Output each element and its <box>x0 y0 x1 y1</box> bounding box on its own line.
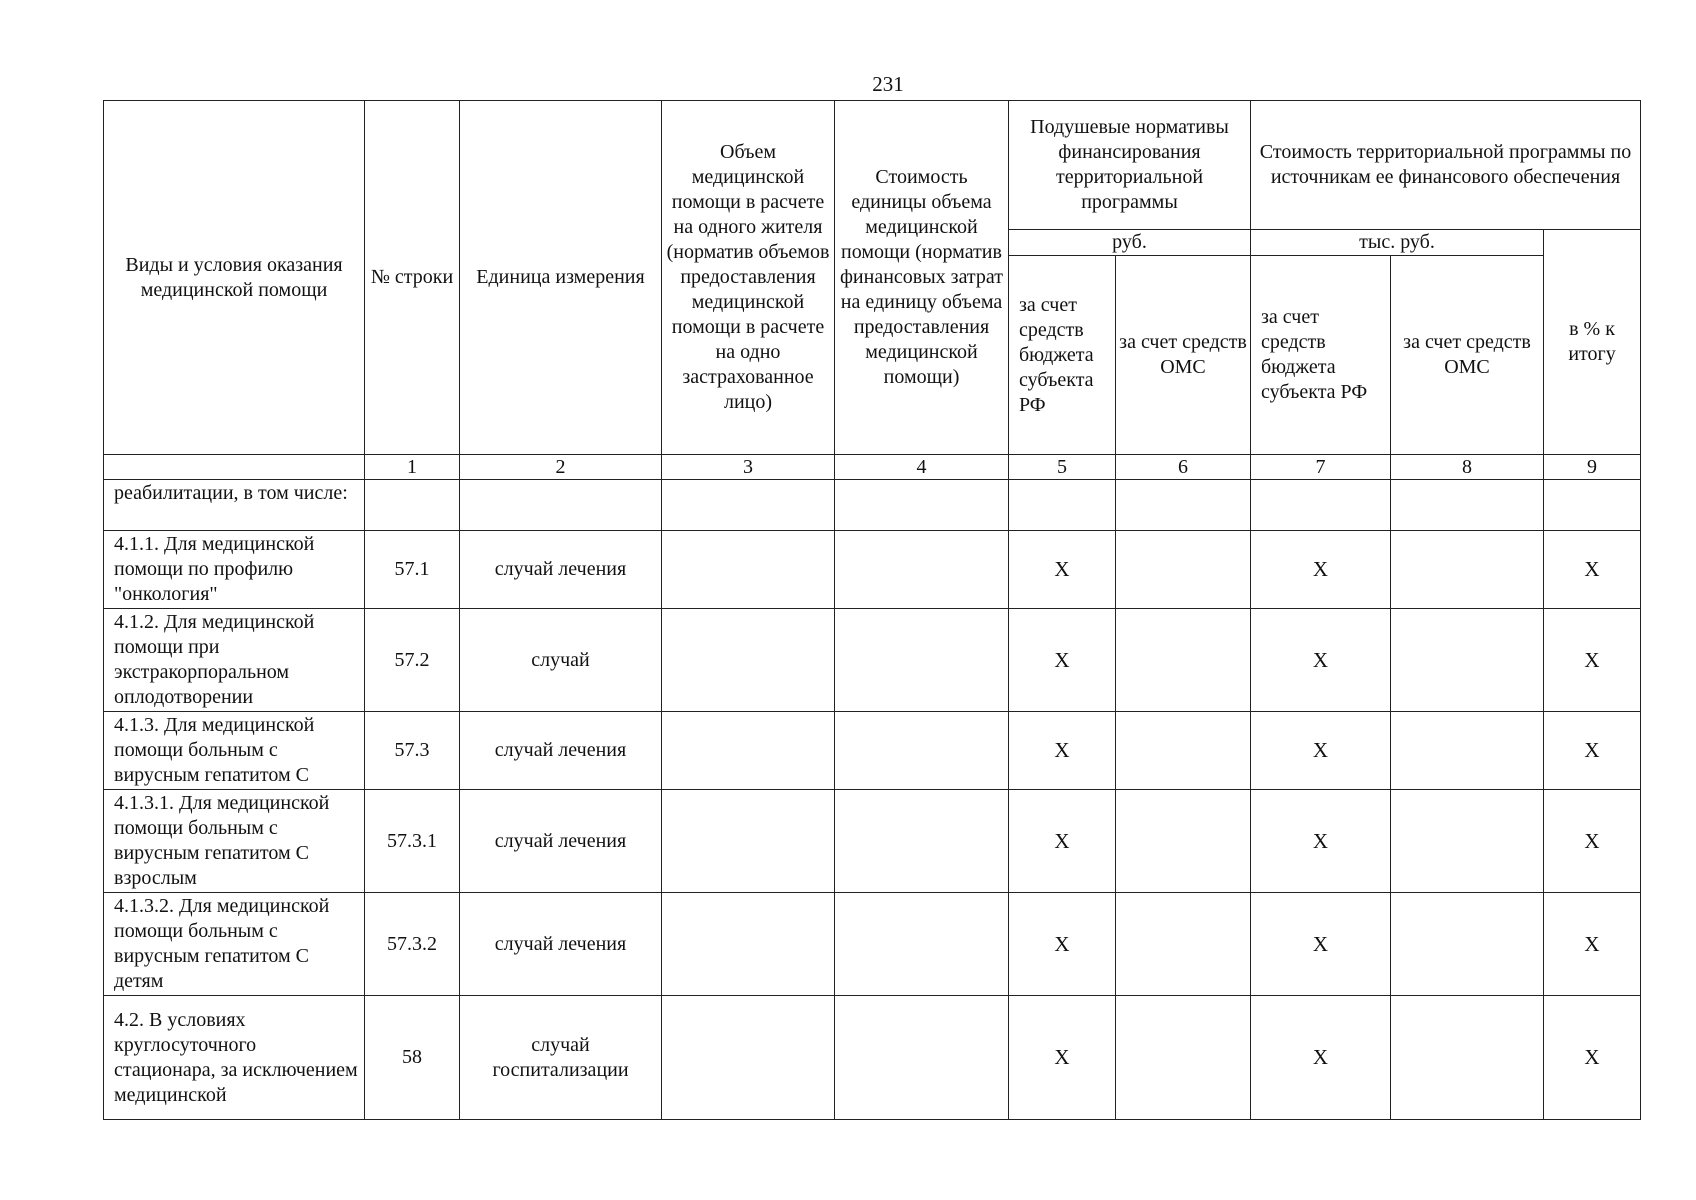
row-col9: X <box>1544 531 1641 609</box>
header-row-1 <box>104 101 1641 230</box>
row-code: 57.2 <box>365 609 460 712</box>
row-col9: X <box>1544 609 1641 712</box>
row-unit-cost <box>835 996 1009 1120</box>
table-row <box>104 531 1641 609</box>
column-number: 8 <box>1391 455 1544 480</box>
header-col9: в % к итогу <box>1544 230 1641 455</box>
row-volume <box>662 480 835 531</box>
row-col6 <box>1116 893 1251 996</box>
row-unit: случай лечения <box>460 531 662 609</box>
row-unit-cost <box>835 893 1009 996</box>
header-col5: за счет средств бюджета субъекта РФ <box>1009 256 1116 455</box>
row-col5: X <box>1009 609 1116 712</box>
row-col5: X <box>1009 996 1116 1120</box>
row-col8 <box>1391 480 1544 531</box>
row-unit: случай <box>460 609 662 712</box>
row-col7 <box>1251 480 1391 531</box>
row-label: 4.2. В условиях круглосуточного стационара, за исключением медицинской <box>104 996 365 1120</box>
column-number: 7 <box>1251 455 1391 480</box>
table-row <box>104 480 1641 531</box>
row-volume <box>662 893 835 996</box>
row-col5 <box>1009 480 1116 531</box>
row-col9: X <box>1544 790 1641 893</box>
row-col8 <box>1391 609 1544 712</box>
row-label: 4.1.3.1. Для медицинской помощи больным с вирусным гепатитом С взрослым <box>104 790 365 893</box>
row-col8 <box>1391 790 1544 893</box>
header-volume: Объем медицинской помощи в расчете на одного жителя (норматив объемов предоставления медицинской помощи в расчете на одно застрахованное лицо) <box>662 101 835 455</box>
table-row <box>104 893 1641 996</box>
row-volume <box>662 531 835 609</box>
table-row <box>104 996 1641 1120</box>
column-number: 2 <box>460 455 662 480</box>
row-unit-cost <box>835 609 1009 712</box>
row-col6 <box>1116 609 1251 712</box>
column-number: 3 <box>662 455 835 480</box>
header-col7: за счет средств бюджета субъекта РФ <box>1251 256 1391 455</box>
column-number: 1 <box>365 455 460 480</box>
header-program-cost-group: Стоимость территориальной программы по источникам ее финансового обеспечения <box>1251 101 1641 230</box>
row-volume <box>662 712 835 790</box>
column-number: 4 <box>835 455 1009 480</box>
row-unit: случай лечения <box>460 790 662 893</box>
row-code: 57.3 <box>365 712 460 790</box>
header-row-number: № строки <box>365 101 460 455</box>
row-col7: X <box>1251 531 1391 609</box>
row-col6 <box>1116 790 1251 893</box>
row-volume <box>662 790 835 893</box>
row-code: 57.1 <box>365 531 460 609</box>
row-col9: X <box>1544 893 1641 996</box>
row-code: 57.3.1 <box>365 790 460 893</box>
column-number: 5 <box>1009 455 1116 480</box>
row-col9 <box>1544 480 1641 531</box>
table-row <box>104 609 1641 712</box>
header-unit-thousand-rub: тыс. руб. <box>1251 230 1544 256</box>
table-row <box>104 712 1641 790</box>
row-label: 4.1.1. Для медицинской помощи по профилю "онкология" <box>104 531 365 609</box>
row-unit: случай лечения <box>460 712 662 790</box>
column-number-blank <box>104 455 365 480</box>
row-col9: X <box>1544 996 1641 1120</box>
row-volume <box>662 609 835 712</box>
row-col7: X <box>1251 893 1391 996</box>
header-kind: Виды и условия оказания медицинской помощи <box>104 101 365 455</box>
row-col6 <box>1116 712 1251 790</box>
row-unit: случай лечения <box>460 893 662 996</box>
row-unit: случай госпитализации <box>460 996 662 1120</box>
header-unit: Единица измерения <box>460 101 662 455</box>
row-code <box>365 480 460 531</box>
row-label: реабилитации, в том числе: <box>104 480 365 531</box>
row-unit-cost <box>835 790 1009 893</box>
row-col8 <box>1391 893 1544 996</box>
row-label: 4.1.3. Для медицинской помощи больным с вирусным гепатитом С <box>104 712 365 790</box>
row-col8 <box>1391 996 1544 1120</box>
page-number: 231 <box>872 72 904 96</box>
row-col6 <box>1116 480 1251 531</box>
column-number: 9 <box>1544 455 1641 480</box>
table-row <box>104 790 1641 893</box>
row-col7: X <box>1251 790 1391 893</box>
row-label: 4.1.2. Для медицинской помощи при экстракорпоральном оплодотворении <box>104 609 365 712</box>
header-unit-rub: руб. <box>1009 230 1251 256</box>
header-col6: за счет средств ОМС <box>1116 256 1251 455</box>
header-unit-cost: Стоимость единицы объема медицинской помощи (норматив финансовых затрат на единицу объема предоставления медицинской помощи) <box>835 101 1009 455</box>
row-col5: X <box>1009 531 1116 609</box>
row-col7: X <box>1251 609 1391 712</box>
row-col8 <box>1391 712 1544 790</box>
row-col8 <box>1391 531 1544 609</box>
row-col7: X <box>1251 996 1391 1120</box>
row-code: 58 <box>365 996 460 1120</box>
row-col5: X <box>1009 790 1116 893</box>
row-unit <box>460 480 662 531</box>
financing-table <box>103 100 1641 1120</box>
row-col9: X <box>1544 712 1641 790</box>
row-unit-cost <box>835 480 1009 531</box>
row-label: 4.1.3.2. Для медицинской помощи больным с вирусным гепатитом С детям <box>104 893 365 996</box>
row-col6 <box>1116 996 1251 1120</box>
row-col7: X <box>1251 712 1391 790</box>
row-code: 57.3.2 <box>365 893 460 996</box>
column-number: 6 <box>1116 455 1251 480</box>
row-col5: X <box>1009 712 1116 790</box>
row-col5: X <box>1009 893 1116 996</box>
row-unit-cost <box>835 712 1009 790</box>
header-col8: за счет средств ОМС <box>1391 256 1544 455</box>
column-number-row <box>104 455 1641 480</box>
header-per-capita-group: Подушевые нормативы финансирования территориальной программы <box>1009 101 1251 230</box>
row-volume <box>662 996 835 1120</box>
row-unit-cost <box>835 531 1009 609</box>
row-col6 <box>1116 531 1251 609</box>
